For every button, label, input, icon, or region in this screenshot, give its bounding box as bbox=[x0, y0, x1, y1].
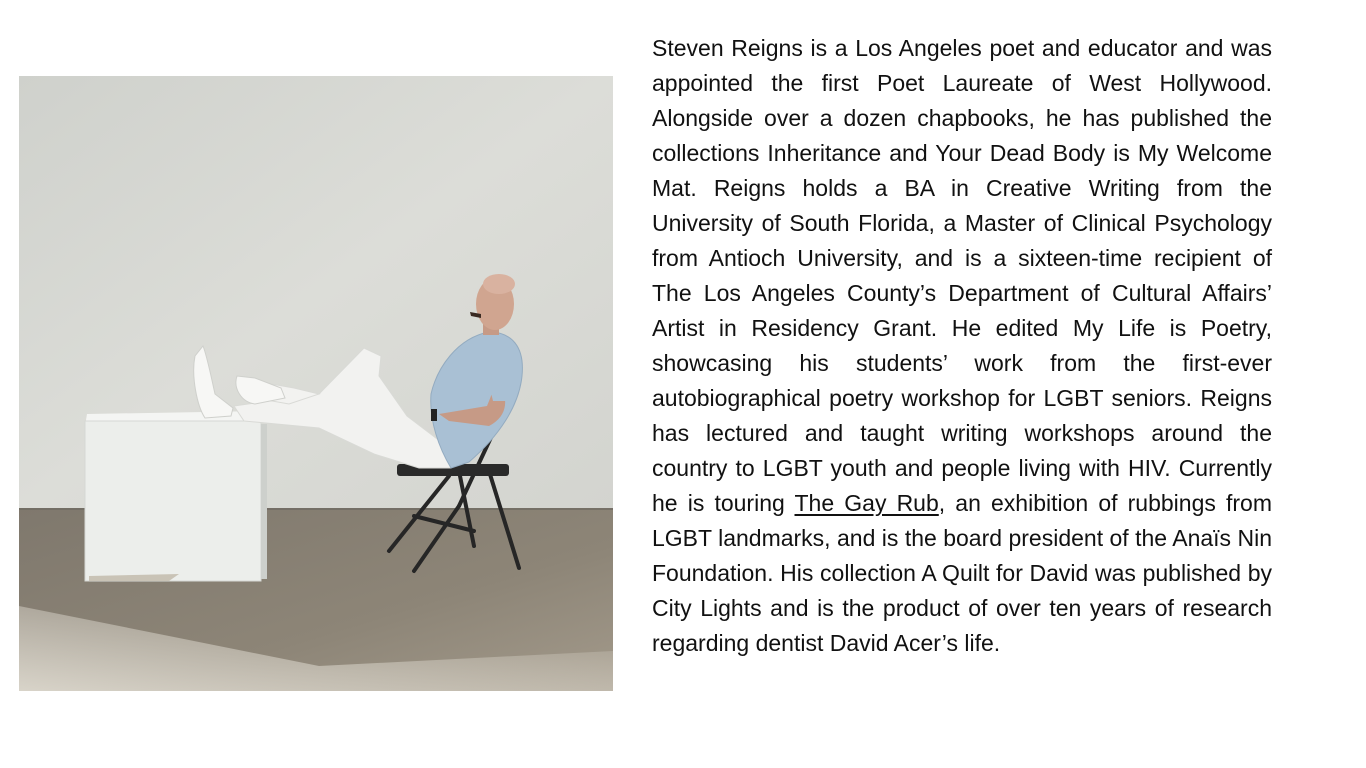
bio-text-before-link: Steven Reigns is a Los Angeles poet and educator and was appointed the first Poet Laureate of West Hollywood. Alongside over a dozen chapbooks, he has published the collections Inheritance and Your Dead Body is My Welcome Mat. Reigns holds a BA in Creative Writing from the University of South Florida, a Master of Clinical Psychology from Antioch University, and is a sixteen-time recipient of The Los Angeles County’s Department of Cultural Affairs’ Artist in Residency Grant. He edited My Life is Poetry, showcasing his students’ work from the first-ever autobiographical poetry workshop for LGBT seniors. Reigns has lectured and taught writing workshops around the country to LGBT youth and people living with HIV. Currently he is touring bbox=[652, 35, 1272, 516]
cube-front bbox=[85, 421, 261, 581]
the-gay-rub-link[interactable]: The Gay Rub bbox=[794, 490, 939, 516]
bio-text-after-link: , an exhibition of rubbings from LGBT landmarks, and is the board president of the Anaïs Nin Foundation. His collection A Quilt for David was published by City Lights and is the product of over ten years of research regarding dentist David Acer’s life. bbox=[652, 490, 1272, 656]
bio-paragraph bbox=[652, 31, 1272, 661]
portrait-photo bbox=[19, 76, 613, 691]
